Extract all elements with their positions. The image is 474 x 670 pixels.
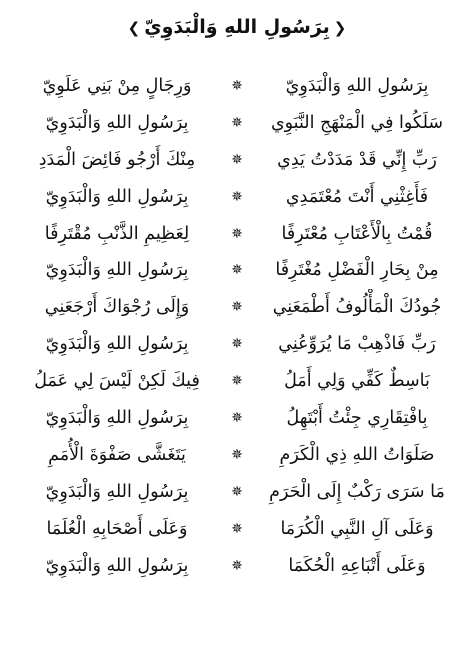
title-bracket-close: ❯ [127, 19, 141, 37]
verse-first-hemistich: قُمْتُ بِالْأَعْتَابِ مُعْتَرِفًا [281, 223, 433, 244]
verse-row [14, 548, 460, 585]
verse-first-hemistich: جُودُكَ الْمَأْلُوفُ أَطْمَعَنِي [272, 297, 442, 318]
verse-second-hemistich: بِرَسُولِ اللهِ وَالْبَدَوِيّ [45, 260, 189, 281]
star-separator-icon: ✵ [231, 225, 243, 242]
verse-second-hemistich: لِعَظِيمِ الذَّنْبِ مُقْتَرِفًا [44, 223, 190, 244]
star-separator-icon: ✵ [231, 151, 243, 168]
verse-row [14, 105, 460, 142]
star-separator-icon: ✵ [231, 78, 243, 94]
verse-row [14, 68, 460, 105]
verse-row [14, 363, 460, 400]
star-separator-icon: ✵ [231, 336, 243, 353]
verse-second-hemistich: بِرَسُولِ اللهِ وَالْبَدَوِيّ [45, 555, 189, 576]
verse-list [14, 68, 460, 658]
star-separator-icon: ✵ [231, 483, 243, 500]
verse-row [14, 474, 460, 511]
verse-second-hemistich: بِرَسُولِ اللهِ وَالْبَدَوِيّ [45, 334, 189, 355]
verse-row [14, 437, 460, 474]
verse-first-hemistich: مَا سَرَى رَكْبٌ إِلَى الْحَرَمِ [269, 481, 445, 502]
verse-row [14, 511, 460, 548]
title-text: بِرَسُولِ اللهِ وَالْبَدَوِيّ [144, 16, 330, 38]
verse-row [14, 252, 460, 289]
verse-row [14, 142, 460, 179]
verse-first-hemistich: وَعَلَى آلِ النَّبِي الْكُرَمَا [280, 518, 434, 539]
verse-second-hemistich: بِرَسُولِ اللهِ وَالْبَدَوِيّ [45, 481, 189, 502]
verse-second-hemistich: بِرَسُولِ اللهِ وَالْبَدَوِيّ [45, 186, 189, 207]
verse-first-hemistich: مِنْ بِحَارِ الْفَضْلِ مُغْتَرِفًا [275, 260, 439, 281]
verse-first-hemistich: بِافْتِقَارِي جِئْتُ أَبْتَهِلُ [286, 408, 428, 429]
star-separator-icon: ✵ [231, 557, 243, 574]
star-separator-icon: ✵ [231, 299, 243, 316]
star-separator-icon: ✵ [231, 262, 243, 279]
verse-first-hemistich: رَبِّ فَاذْهِبْ مَا يُرَوِّعُنِي [278, 334, 436, 355]
verse-row [14, 179, 460, 216]
verse-first-hemistich: بَاسِطٌ كَفِّي وَلِي أَمَلُ [284, 371, 430, 392]
poem-title [0, 14, 474, 40]
star-separator-icon: ✵ [231, 188, 243, 205]
verse-row [14, 400, 460, 437]
title-bracket-open: ❮ [333, 19, 347, 37]
verse-second-hemistich: بِرَسُولِ اللهِ وَالْبَدَوِيّ [45, 408, 189, 429]
star-separator-icon: ✵ [231, 446, 243, 463]
verse-second-hemistich: وَرِجَالٍ مِنْ بَنِي عَلَوِيّ [42, 76, 192, 96]
verse-first-hemistich: فَأَغِثْنِي أَنْتَ مُعْتَمَدِي [285, 186, 429, 207]
star-separator-icon: ✵ [231, 410, 243, 427]
verse-row [14, 216, 460, 253]
verse-first-hemistich: بِرَسُولِ اللهِ وَالْبَدَوِيّ [285, 76, 429, 96]
verse-second-hemistich: بِرَسُولِ اللهِ وَالْبَدَوِيّ [45, 112, 189, 133]
verse-second-hemistich: فِيكَ لَكِنْ لَيْسَ لِي عَمَلُ [34, 371, 200, 392]
verse-second-hemistich: مِنْكَ أَرْجُو فَائِضَ الْمَدَدِ [38, 149, 196, 170]
verse-second-hemistich: وَإِلَى رُجْوَاكَ أَرْجَعَنِي [44, 297, 190, 318]
verse-second-hemistich: يَتَغَشَّى صَفْوَةَ الْأُمَمِ [48, 444, 186, 465]
verse-first-hemistich: سَلَكُوا فِي الْمَنْهَجِ النَّبَوِي [270, 112, 444, 133]
star-separator-icon: ✵ [231, 520, 243, 537]
verse-first-hemistich: رَبِّ إِنِّي قَدْ مَدَدْتُ يَدِي [277, 149, 437, 170]
verse-row [14, 289, 460, 326]
verse-first-hemistich: وَعَلَى أَتْبَاعِهِ الْحُكَمَا [288, 555, 426, 576]
star-separator-icon: ✵ [231, 373, 243, 390]
star-separator-icon: ✵ [231, 114, 243, 131]
verse-first-hemistich: صَلَوَاتُ اللهِ ذِي الْكَرَمِ [279, 444, 435, 465]
verse-row [14, 326, 460, 363]
verse-second-hemistich: وَعَلَى أَصْحَابِهِ الْعُلَمَا [46, 518, 188, 539]
